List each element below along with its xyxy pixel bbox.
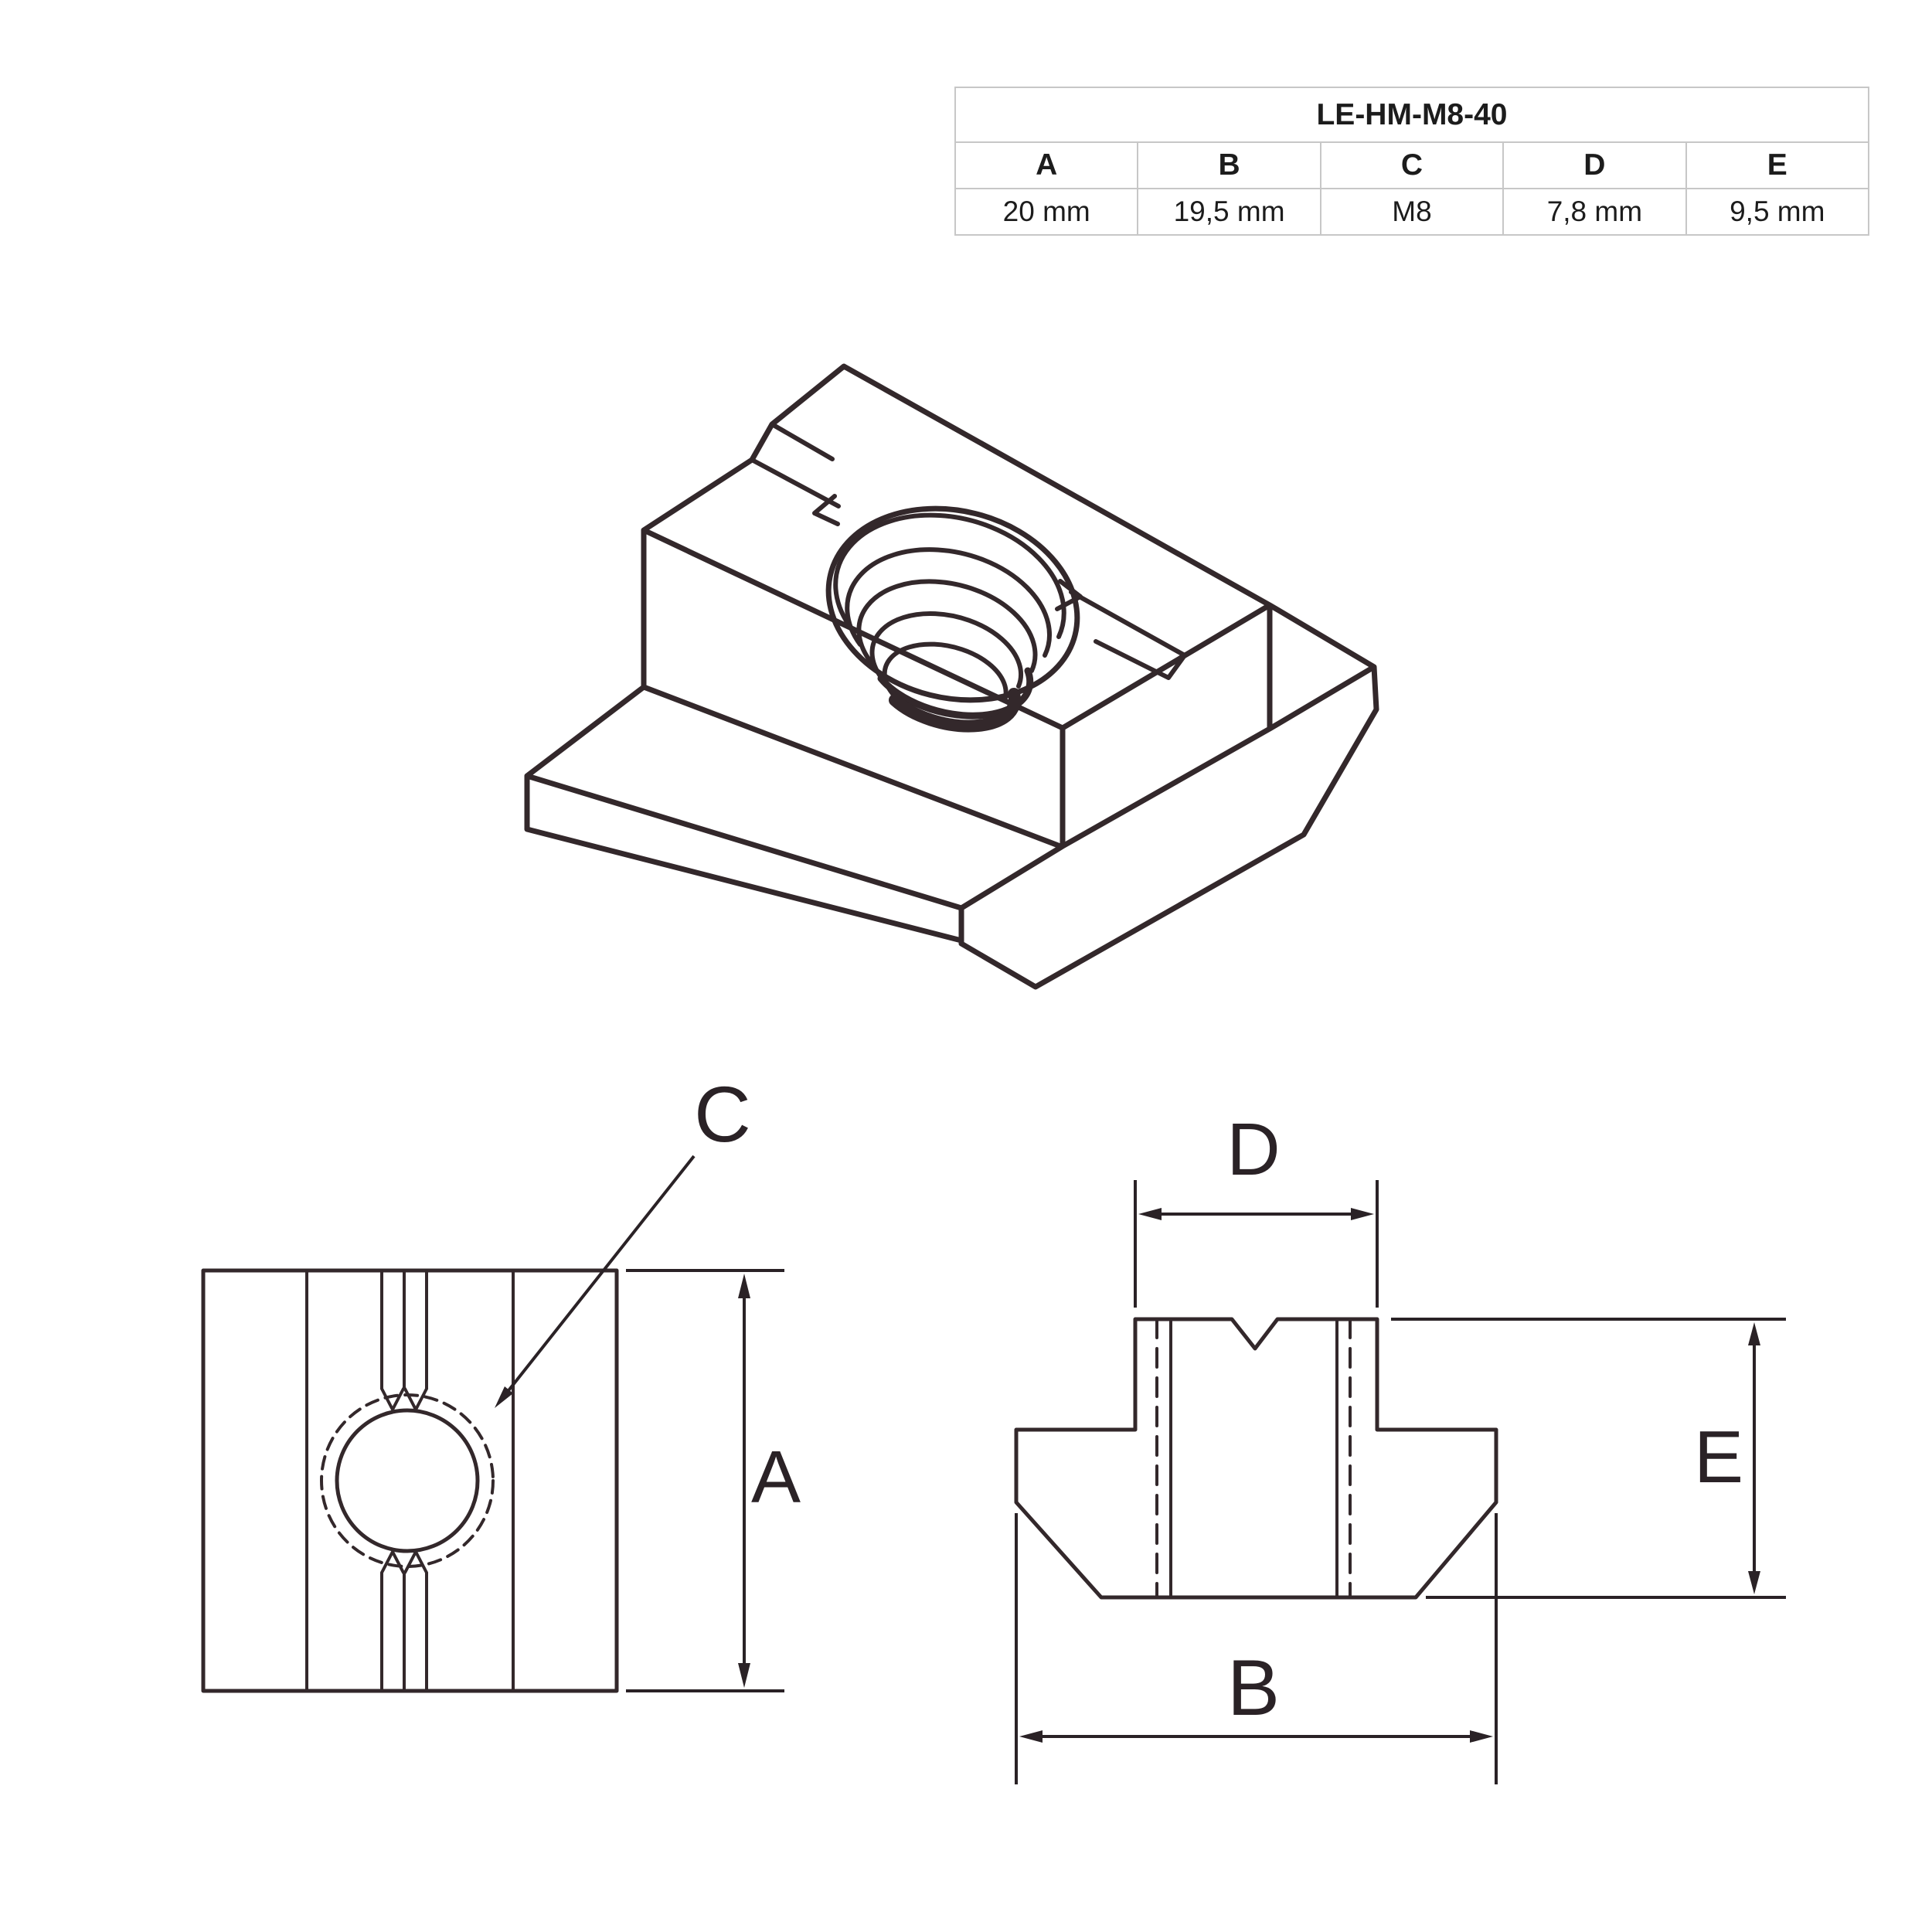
value-b: 19,5 mm (1138, 189, 1320, 235)
col-header-e: E (1686, 142, 1869, 189)
label-dimension-a: A (750, 1436, 801, 1519)
dim-d-arrow-right (1351, 1208, 1374, 1220)
top-view-hole-circle (337, 1410, 478, 1551)
value-c: M8 (1321, 189, 1503, 235)
isometric-view (527, 366, 1376, 987)
value-e: 9,5 mm (1686, 189, 1869, 235)
label-dimension-b: B (1226, 1644, 1281, 1732)
part-number: LE-HM-M8-40 (955, 87, 1869, 142)
side-view-profile (1016, 1319, 1496, 1597)
label-thread-callout: C (694, 1070, 751, 1158)
dim-a-arrow-up (738, 1274, 750, 1298)
col-header-d: D (1503, 142, 1685, 189)
top-view-thread-dashed-circle (321, 1395, 493, 1566)
dimension-d (1135, 1180, 1377, 1308)
side-view-thread-dashed-lines (1157, 1319, 1350, 1597)
side-view-hole-lines (1171, 1319, 1337, 1597)
col-header-c: C (1321, 142, 1503, 189)
label-dimension-e: E (1693, 1416, 1744, 1498)
col-header-a: A (955, 142, 1138, 189)
dim-a-arrow-down (738, 1663, 750, 1688)
spec-table (954, 87, 1869, 236)
callout-c-leader (495, 1156, 694, 1408)
label-dimension-d: D (1226, 1108, 1281, 1191)
value-a: 20 mm (955, 189, 1138, 235)
iso-threaded-hole (808, 483, 1098, 726)
side-view (1016, 1319, 1496, 1597)
col-header-b: B (1138, 142, 1320, 189)
value-d: 7,8 mm (1503, 189, 1685, 235)
dim-b-arrow-left (1019, 1730, 1043, 1743)
iso-slot-groove (752, 424, 1185, 678)
dim-b-arrow-right (1470, 1730, 1493, 1743)
iso-body-outline (527, 366, 1376, 987)
top-view-thread-relief-lines (382, 1270, 427, 1691)
dim-e-arrow-down (1748, 1571, 1760, 1594)
dim-d-arrow-left (1138, 1208, 1162, 1220)
dim-e-arrow-up (1748, 1322, 1760, 1345)
